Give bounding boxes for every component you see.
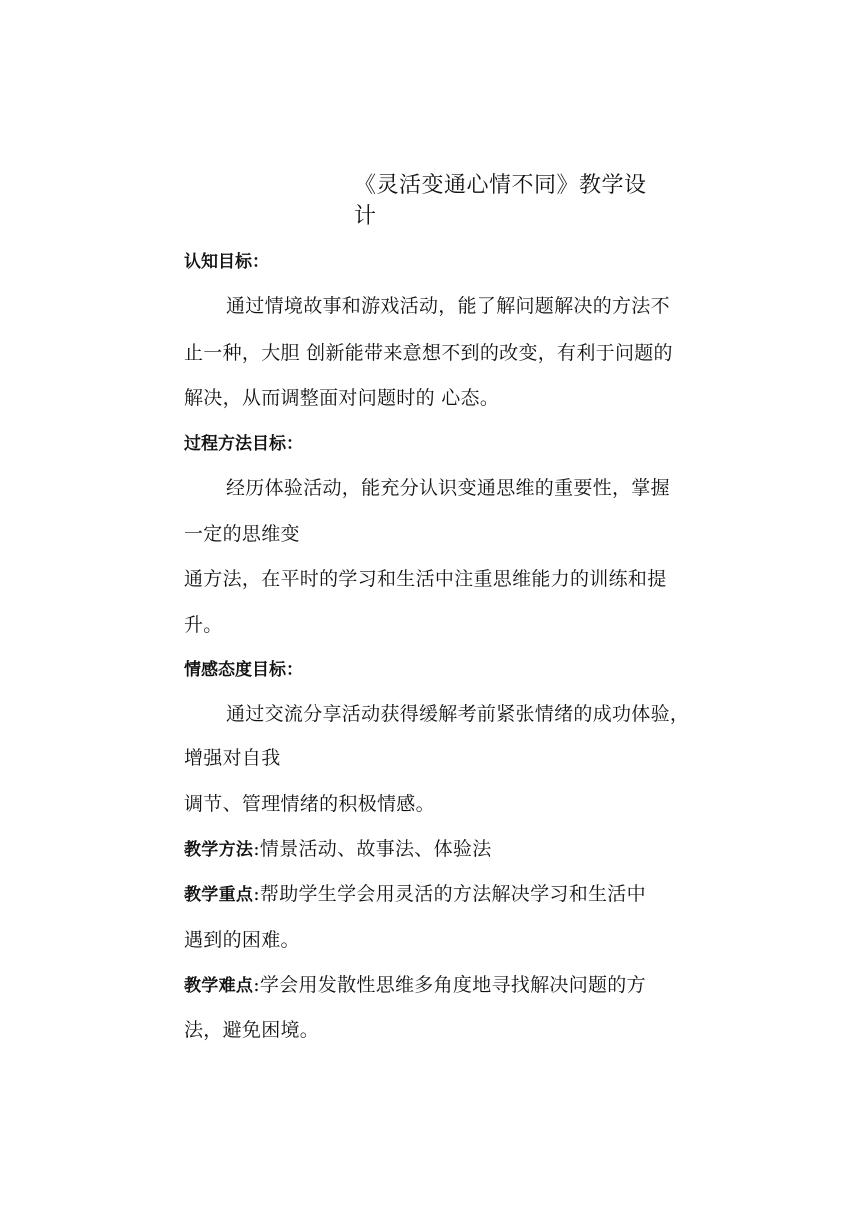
cognitive-goal-line-1: 通过情境故事和游戏活动，能了解问题解决的方法不: [226, 295, 670, 317]
document-title-line1: 《灵活变通心情不同》教学设: [354, 173, 647, 198]
teaching-keypoint-label: 教学重点: [184, 885, 254, 905]
teaching-difficulty-label: 教学难点: [184, 976, 254, 996]
teaching-difficulty-continuation: 法，避免困境。: [184, 1019, 320, 1041]
teaching-difficulty-line: [184, 973, 646, 998]
cognitive-goal-line-2: 止一种，大胆 创新能带来意想不到的改变，有利于问题的: [184, 342, 673, 364]
teaching-keypoint-line: [184, 882, 646, 907]
process-goal-line-2: 一定的思维变: [184, 523, 300, 545]
process-goal-line-4: 升。: [184, 614, 223, 636]
emotion-goal-line-3: 调节、管理情绪的积极情感。: [184, 793, 435, 815]
emotion-goal-heading: 情感态度目标：: [184, 660, 303, 680]
teaching-difficulty-text: :学会用发散性思维多角度地寻找解决问题的方: [253, 974, 646, 996]
teaching-methods-label: 教学方法: [184, 840, 254, 860]
cognitive-goal-heading: 认知目标：: [184, 252, 269, 272]
emotion-goal-line-2: 增强对自我: [184, 747, 281, 769]
process-goal-heading: 过程方法目标：: [184, 434, 303, 454]
process-goal-line-3: 通方法，在平时的学习和生活中注重思维能力的训练和提: [184, 568, 667, 590]
teaching-keypoint-continuation: 遇到的困难。: [184, 929, 300, 951]
process-goal-line-1: 经历体验活动，能充分认识变通思维的重要性，掌握: [226, 477, 670, 499]
cognitive-goal-line-3: 解决，从而调整面对问题时的 心态。: [184, 387, 500, 409]
teaching-keypoint-text: :帮助学生学会用灵活的方法解决学习和生活中: [253, 883, 646, 905]
document-title-line2: 计: [354, 204, 377, 229]
emotion-goal-line-1: 通过交流分享活动获得缓解考前紧张情绪的成功体验，: [226, 703, 690, 725]
teaching-methods-text: :情景活动、故事法、体验法: [253, 838, 492, 860]
teaching-methods-line: [184, 837, 492, 862]
